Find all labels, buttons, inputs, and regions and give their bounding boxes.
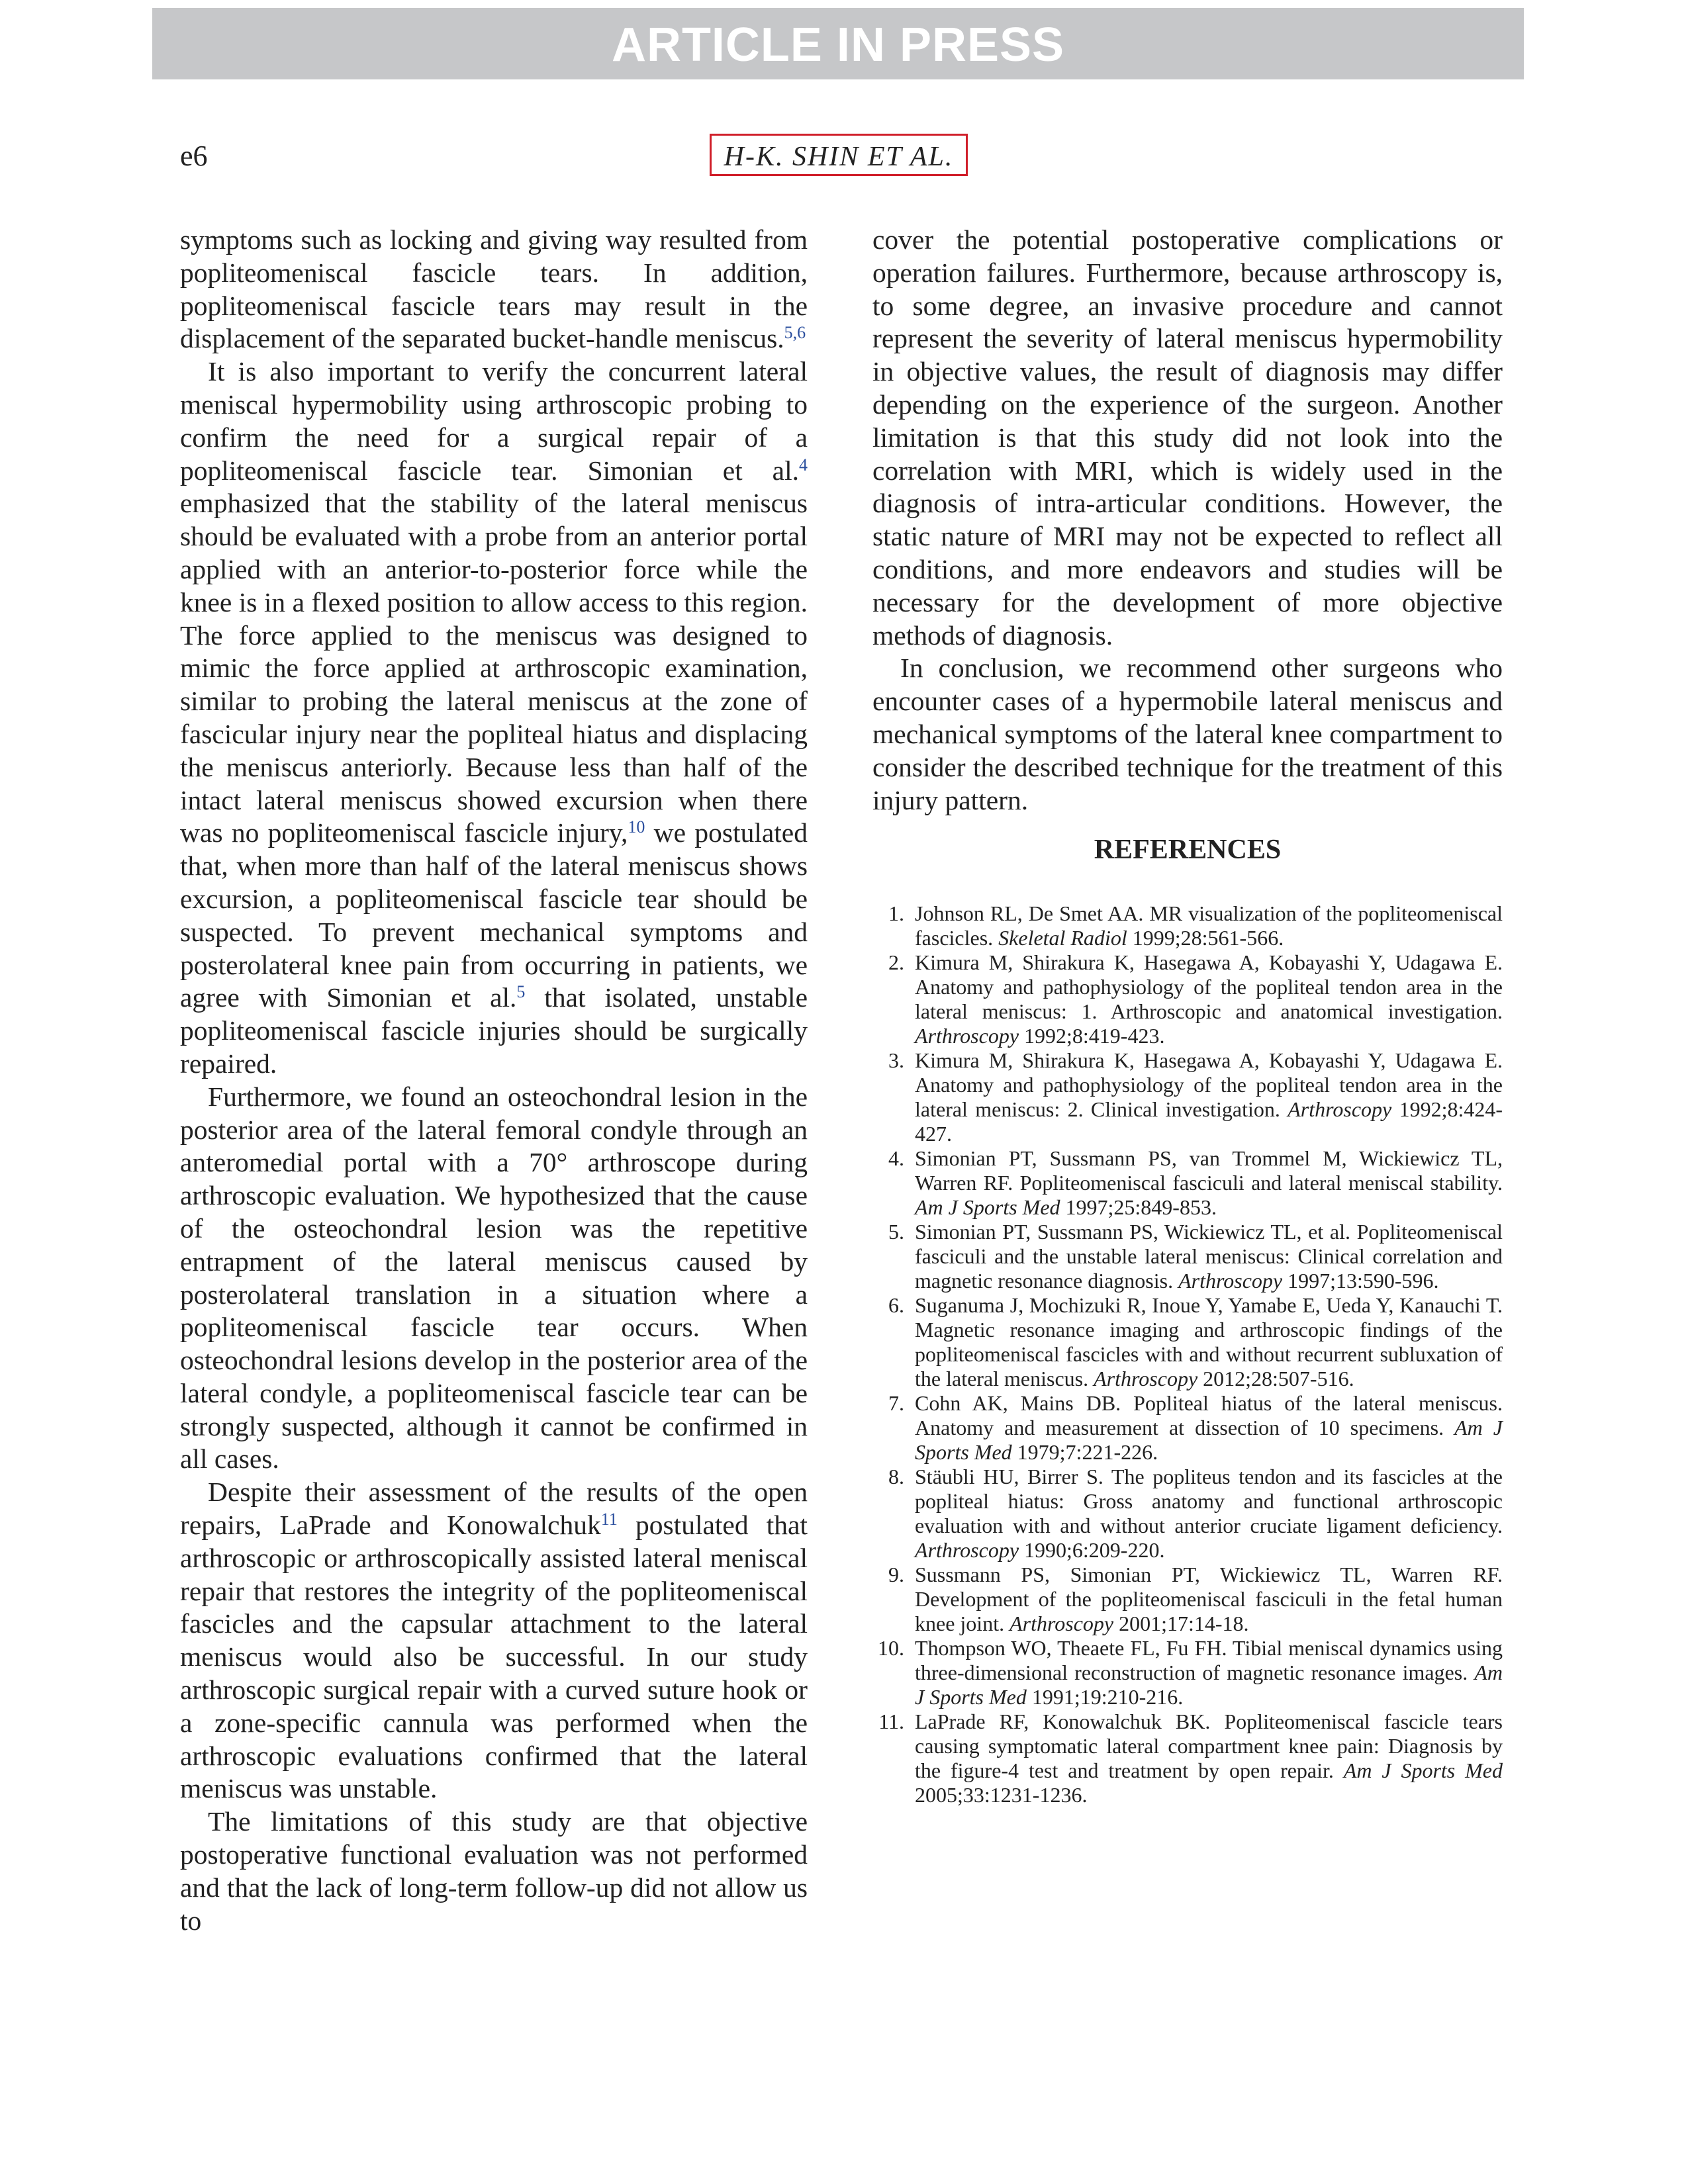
references-heading: REFERENCES <box>1094 835 1282 865</box>
citation-link[interactable]: 5,6 <box>784 323 806 343</box>
paragraph: Despite their assessment of the results of the open repairs, LaPrade and Konowalchuk$^{11}$ postulated that arthroscopic or arthroscopically assisted lateral meniscal repair that restores the integrity of the popliteomeniscal fascicles and the capsular attachment to the lateral meniscus would also be successful. In our study arthroscopic surgical repair with a curved suture hook or a zone-specific cannula was performed when the arthroscopic evaluations confirmed that the lateral meniscus was unstable. <box>180 1477 808 1804</box>
paragraph: symptoms such as locking and giving way resulted from popliteomeniscal fascicle tears. In addition, popliteomeniscal fascicle tears may result in the displacement of the separated bucket-handle meniscus.$^{5,6}$ <box>180 224 808 354</box>
reference-item: 6. Suganuma J, Mochizuki R, Inoue Y, Yamabe E, Ueda Y, Kanauchi T. Magnetic resonance imaging and arthroscopic findings of the popliteomeniscal fascicles with and without recurrent subluxation of the lateral meniscus. Arthroscopy 2012;28:507-516. <box>888 1293 1503 1390</box>
paragraph: In conclusion, we recommend other surgeons who encounter cases of a hypermobile lateral meniscus and mechanical symptoms of the lateral knee compartment to consider the described technique for the treatment of this injury pattern. <box>872 653 1503 815</box>
reference-item: 1. Johnson RL, De Smet AA. MR visualization of the popliteomeniscal fascicles. Skeletal Radiol 1999;28:561-566. <box>888 901 1503 950</box>
reference-item: 7. Cohn AK, Mains DB. Popliteal hiatus of the lateral meniscus. Anatomy and measurement at dissection of 10 specimens. Am J Sports Med 1979;7:221-226. <box>888 1391 1503 1464</box>
reference-item: 9. Sussmann PS, Simonian PT, Wickiewicz TL, Warren RF. Development of the popliteomeniscal fasciculi in the fetal human knee joint. Arthroscopy 2001;17:14-18. <box>888 1563 1503 1635</box>
reference-item: 8. Stäubli HU, Birrer S. The popliteus tendon and its fascicles at the popliteal hiatus: Gross anatomy and functional arthroscopic evaluation with and without anterior cruciate ligament deficiency. Arthroscopy 1990;6:209-220. <box>888 1465 1503 1562</box>
references-list <box>872 901 1503 1807</box>
reference-item: 3. Kimura M, Shirakura K, Hasegawa A, Kobayashi Y, Udagawa E. Anatomy and pathophysiology of the popliteal tendon area in the lateral meniscus: 2. Clinical investigation. Arthroscopy 1992;8:424-427. <box>888 1048 1503 1146</box>
citation-link[interactable]: 10 <box>628 817 645 837</box>
reference-item: 4. Simonian PT, Sussmann PS, van Trommel M, Wickiewicz TL, Warren RF. Popliteomeniscal fasciculi and lateral meniscal stability. Am J Sports Med 1997;25:849-853. <box>888 1146 1503 1219</box>
citation-link[interactable]: 4 <box>799 455 808 475</box>
reference-item: 5. Simonian PT, Sussmann PS, Wickiewicz TL, et al. Popliteomeniscal fasciculi and the unstable lateral meniscus: Clinical correlation and magnetic resonance diagnosis. Arthroscopy 1997;13:590-596. <box>888 1220 1503 1293</box>
paragraph: cover the potential postoperative complications or operation failures. Furthermore, because arthroscopy is, to some degree, an invasive procedure and cannot represent the severity of lateral meniscus hypermobility in objective values, the result of diagnosis may differ depending on the experience of the surgeon. Another limitation is that this study did not look into the correlation with MRI, which is widely used in the diagnosis of intra-articular conditions. However, the static nature of MRI may not be expected to reflect all conditions, and more endeavors and studies will be necessary for the development of more objective methods of diagnosis. <box>872 224 1503 651</box>
paragraph: The limitations of this study are that objective postoperative functional evaluation was not performed and that the lack of long-term follow-up did not allow us to <box>180 1806 808 1936</box>
citation-link[interactable]: 5 <box>516 982 526 1002</box>
paragraph: Furthermore, we found an osteochondral lesion in the posterior area of the lateral femoral condyle through an anteromedial portal with a 70° arthroscope during arthroscopic evaluation. We hypothesized that the cause of the osteochondral lesion was the repetitive entrapment of the lateral meniscus caused by posterolateral translation in a situation where a popliteomeniscal fascicle tear occurs. When osteochondral lesions develop in the posterior area of the lateral condyle, a popliteomeniscal fascicle tear can be strongly suspected, although it cannot be confirmed in all cases. <box>180 1081 808 1475</box>
running-head[interactable]: H-K. SHIN ET AL. <box>710 134 968 176</box>
article-in-press-banner: ARTICLE IN PRESS <box>152 8 1524 79</box>
page-number: e6 <box>180 140 208 172</box>
reference-item: 2. Kimura M, Shirakura K, Hasegawa A, Kobayashi Y, Udagawa E. Anatomy and pathophysiology of the popliteal tendon area in the lateral meniscus: 1. Arthroscopic and anatomical investigation. Arthroscopy 1992;8:419-423. <box>888 950 1503 1048</box>
reference-item: 10. Thompson WO, Theaete FL, Fu FH. Tibial meniscal dynamics using three-dimensional reconstruction of magnetic resonance images. Am J Sports Med 1991;19:210-216. <box>878 1636 1503 1709</box>
right-column <box>872 224 1503 817</box>
left-column <box>180 224 808 1937</box>
citation-link[interactable]: 11 <box>600 1510 618 1529</box>
reference-item: 11. LaPrade RF, Konowalchuk BK. Popliteomeniscal fascicle tears causing symptomatic lateral compartment knee pain: Diagnosis by the figure-4 test and treatment by open repair. Am J Sports Med 2005;33:1231-1236. <box>878 1709 1503 1807</box>
paragraph: It is also important to verify the concurrent lateral meniscal hypermobility using arthroscopic probing to confirm the need for a surgical repair of a popliteomeniscal fascicle tear. Simonian et al.$^4$ emphasized that the stability of the lateral meniscus should be evaluated with a probe from an anterior portal applied with an anterior-to-posterior force while the knee is in a flexed position to allow access to this region. The force applied to the meniscus was designed to mimic the force applied at arthroscopic examination, similar to probing the lateral meniscus at the zone of fascicular injury near the popliteal hiatus and displacing the meniscus anteriorly. Because less than half of the intact lateral meniscus showed excursion when there was no popliteomeniscal fascicle injury,$^{10}$ we postulated that, when more than half of the lateral meniscus shows excursion, a popliteomeniscal fascicle tear should be suspected. To prevent mechanical symptoms and posterolateral knee pain from occurring in patients, we agree with Simonian et al.$^5$ that isolated, unstable popliteomeniscal fascicle injuries should be surgically repaired. <box>180 356 808 1079</box>
